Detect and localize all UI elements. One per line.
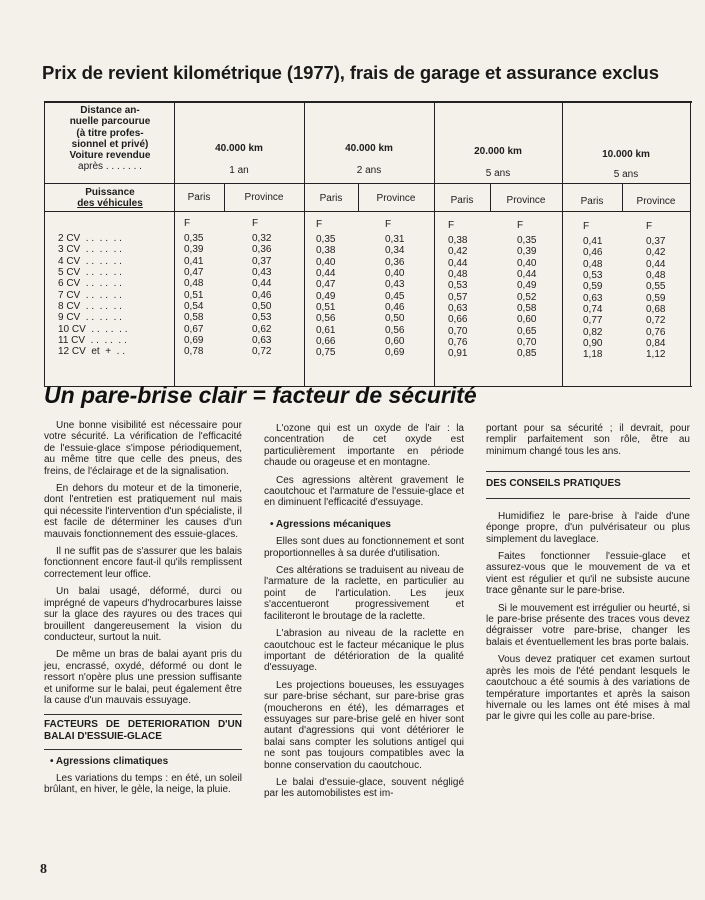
table-cell: 0,40 <box>385 268 405 280</box>
value-column <box>316 234 335 359</box>
table-rule <box>44 211 690 212</box>
table-cell: 0,63 <box>583 292 603 304</box>
paragraph: Faites fonctionner l'essuie-glace et assurez-vous que le mouvement de va et vient est régulier et qu'il ne subsiste aucune trace gênante sur le pare-brise. <box>486 551 690 597</box>
row-label: 5 CV . . . . . . <box>58 267 122 279</box>
section-rule <box>486 498 690 499</box>
table-cell: 0,44 <box>252 278 272 290</box>
bullet-heading: • Agressions mécaniques <box>270 518 391 530</box>
table-cell: 0,43 <box>252 267 272 279</box>
power-header: Puissance des véhicules <box>77 187 143 210</box>
row-label: 12 CV et + . . <box>58 346 125 358</box>
table-border-right <box>690 103 691 386</box>
table-cell: 0,59 <box>583 281 603 293</box>
value-column <box>583 236 602 361</box>
table-cell: 0,60 <box>517 314 537 326</box>
table-cell: 0,90 <box>583 338 603 350</box>
paragraph: portant pour sa sécurité ; il devrait, pour remplir parfaitement son rôle, être au minimum changé tous les ans. <box>486 423 690 457</box>
unit-label: F <box>448 220 455 231</box>
province-header: Province <box>244 192 284 203</box>
paragraph: Ces agressions altèrent gravement le caoutchouc et l'armature de l'essuie-glace et en diminuent l'efficacité d'essuyage. <box>264 474 464 509</box>
row-label: 4 CV . . . . . . <box>58 255 122 267</box>
unit-label: F <box>583 221 590 232</box>
table-cell: 0,36 <box>385 256 405 268</box>
section-rule <box>486 471 690 472</box>
value-column <box>252 233 271 358</box>
table-cell: 0,44 <box>646 258 666 270</box>
article-column-2 <box>264 423 464 806</box>
table-cell: 0,38 <box>448 235 468 246</box>
paragraph: Le balai d'essuie-glace, souvent négligé par les automobilistes est im- <box>264 776 464 800</box>
row-label: 7 CV . . . . . . <box>58 289 122 301</box>
table-cell: 0,74 <box>583 304 603 316</box>
table-cell: 0,58 <box>184 312 204 324</box>
table-cell: 0,70 <box>448 325 468 337</box>
value-column <box>517 235 536 360</box>
table-cell: 0,48 <box>184 278 204 290</box>
table-cell: 0,53 <box>583 270 603 282</box>
table-cell: 0,53 <box>448 280 468 292</box>
unit-label: F <box>252 218 259 229</box>
table-cell: 0,65 <box>517 325 537 337</box>
row-label: 8 CV . . . . . . <box>58 301 122 313</box>
table-cell: 0,57 <box>448 291 468 303</box>
paris-header: Paris <box>187 192 211 203</box>
table-cell: 0,60 <box>385 336 405 348</box>
group-period: 5 ans <box>613 169 639 180</box>
table-cell: 0,47 <box>316 279 336 291</box>
table-cell: 0,46 <box>583 247 603 259</box>
unit-label: F <box>517 220 524 231</box>
paragraph: Les variations du temps : en été, un soleil brûlant, en hiver, le gèle, la neige, la pluie. <box>44 772 242 796</box>
paragraph: Humidifiez le pare-brise à l'aide d'une éponge propre, d'un pulvérisateur ou plus simplement du laveglace. <box>486 510 690 545</box>
table-cell: 0,53 <box>252 312 272 324</box>
table-cell: 0,49 <box>316 290 336 302</box>
table-cell: 0,50 <box>252 301 272 313</box>
table-cell: 0,50 <box>385 313 405 325</box>
row-labels <box>58 233 127 358</box>
table-cell: 0,35 <box>184 233 204 244</box>
paragraph: Les projections boueuses, les essuyages sur pare-brise séchant, sur pare-brise gras (moucherons en été), les démarrages et essuyages sur pare-brise gelé en hiver sont autant d'agressions qui vont détériorer le balai sans compter les solutions antigel qui ne sont pas toujours compatibles avec la bonne conservation du caoutchouc. <box>264 679 464 771</box>
province-header: Province <box>376 193 416 204</box>
table-cell: 0,58 <box>517 303 537 315</box>
table-border-left <box>44 103 45 386</box>
paris-header: Paris <box>319 193 343 204</box>
table-cell: 0,72 <box>646 315 666 327</box>
table-cell: 0,67 <box>184 323 204 335</box>
paragraph: De même un bras de balai ayant pris du jeu, encrassé, oxydé, déformé ou dont le ressort n'opère plus une pression suffisante et uniforme sur le balai, peut également être la cause d'un mauvais essuyage. <box>44 649 242 706</box>
section-rule <box>44 749 242 750</box>
table-divider <box>562 103 563 386</box>
paragraph: Ces altérations se traduisent au niveau de l'armature de la raclette, en particulier au point de l'articulation. Les jeux s'accentueront progressivement et faciliteront le broutage de la raclette. <box>264 565 464 622</box>
table-cell: 0,42 <box>448 246 468 258</box>
section-heading: FACTEURS DE DETERIORATION D'UN BALAI D'ESSUIE-GLACE <box>44 719 242 742</box>
paragraph: En dehors du moteur et de la timonerie, dont l'entretien est pratiquement nul mais qui nécessite l'intervention d'un spécialiste, il est facile de déterminer les causes d'un mauvais fonctionnement des essuie-glaces. <box>44 483 242 540</box>
paragraph: Une bonne visibilité est nécessaire pour votre sécurité. La vérification de l'efficacité de l'essuie-glace s'impose périodiquement, au même titre que celle des pneus, des freins, de l'éclairage et de la signalisation. <box>44 420 242 477</box>
value-column <box>646 236 665 361</box>
table-cell: 0,43 <box>385 279 405 291</box>
table-cell: 0,66 <box>316 336 336 348</box>
table-cell: 0,44 <box>316 268 336 280</box>
table-cell: 0,91 <box>448 348 468 360</box>
paragraph: Vous devez pratiquer cet examen surtout après les mois de l'été pendant lesquels le caoutchouc a été soumis à des variations de température importantes et après la saison hivernale ou les lames ont été mises à mal par le givre qui les colle au pare-brise. <box>486 654 690 723</box>
table-cell: 0,39 <box>517 246 537 258</box>
group-period: 5 ans <box>485 168 511 179</box>
paragraph: L'abrasion au niveau de la raclette en caoutchouc est le facteur mécanique le plus important de détérioration de la qualité d'essuyage. <box>264 628 464 674</box>
province-header: Province <box>506 195 546 206</box>
group-distance: 20.000 km <box>474 146 522 157</box>
table-cell: 0,42 <box>646 247 666 259</box>
table-cell: 0,34 <box>385 245 405 257</box>
table-cell: 0,82 <box>583 326 603 338</box>
section-rule <box>44 714 242 715</box>
table-cell: 0,76 <box>448 337 468 349</box>
table-cell: 0,31 <box>385 234 405 245</box>
page-number: 8 <box>40 862 47 877</box>
paragraph: Il ne suffit pas de s'assurer que les balais fonctionnent encore faut-il qu'ils remplissent correctement leur office. <box>44 546 242 580</box>
paragraph: Un balai usagé, déformé, durci ou imprégné de vapeurs d'hydrocarbures laisse sur la glace des rayures ou des traces qui brouillent dangereusement la vision du conducteur, surtout la nuit. <box>44 586 242 643</box>
table-cell: 0,35 <box>316 234 336 245</box>
table-cell: 0,40 <box>316 256 336 268</box>
group-period: 2 ans <box>356 165 382 176</box>
row-label: 6 CV . . . . . . <box>58 278 122 290</box>
table-cell: 0,49 <box>517 280 537 292</box>
table-cell: 0,46 <box>252 289 272 301</box>
table-cell: 0,70 <box>517 337 537 349</box>
table-cell: 0,59 <box>646 292 666 304</box>
table-cell: 0,56 <box>385 324 405 336</box>
row-label: 11 CV . . . . . . <box>58 335 127 347</box>
table-cell: 0,46 <box>385 302 405 314</box>
row-label: 2 CV . . . . . . <box>58 233 122 244</box>
group-distance: 10.000 km <box>602 149 650 160</box>
table-cell: 0,69 <box>184 335 204 347</box>
unit-label: F <box>316 219 323 230</box>
table-cell: 0,77 <box>583 315 603 327</box>
group-distance: 40.000 km <box>215 143 263 154</box>
table-cell: 0,47 <box>184 267 204 279</box>
row-label: 10 CV . . . . . . <box>58 323 128 335</box>
table-cell: 0,63 <box>252 335 272 347</box>
table-cell: 0,85 <box>517 348 537 360</box>
table-cell: 0,44 <box>517 269 537 281</box>
table-cell: 0,63 <box>448 303 468 315</box>
distance-header: Distance an- nuelle parcourue (à titre profes- sionnel et privé) Voiture revendue après . . . . . . . <box>69 105 151 173</box>
table-cell: 0,54 <box>184 301 204 313</box>
table-cell: 0,40 <box>517 257 537 269</box>
table-cell: 0,38 <box>316 245 336 257</box>
table-cell: 0,51 <box>316 302 336 314</box>
table-cell: 0,48 <box>448 269 468 281</box>
group-distance: 40.000 km <box>345 143 393 154</box>
table-cell: 0,41 <box>184 255 204 267</box>
bullet-heading: • Agressions climatiques <box>50 755 169 767</box>
table-cell: 0,41 <box>583 236 603 247</box>
table-cell: 0,68 <box>646 304 666 316</box>
table-rule <box>44 183 690 184</box>
paris-header: Paris <box>580 196 604 207</box>
table-cell: 0,55 <box>646 281 666 293</box>
row-label: 9 CV . . . . . . <box>58 312 122 324</box>
table-cell: 0,36 <box>252 244 272 256</box>
table-cell: 1,12 <box>646 349 666 361</box>
table-cell: 0,48 <box>583 258 603 270</box>
table-cell: 0,69 <box>385 347 405 359</box>
table-cell: 0,44 <box>448 257 468 269</box>
table-cell: 0,35 <box>517 235 537 246</box>
table-cell: 0,39 <box>184 244 204 256</box>
paragraph: Si le mouvement est irrégulier ou heurté, si le pare-brise présente des traces vous devez dégraisser votre pare-brise, changer les balais et éventuellement les bras porte balais. <box>486 602 690 648</box>
article-column-3 <box>486 423 690 729</box>
table-cell: 0,61 <box>316 324 336 336</box>
table-cell: 0,32 <box>252 233 272 244</box>
paragraph: Elles sont dues au fonctionnement et sont proportionnelles à sa durée d'utilisation. <box>264 536 464 559</box>
value-column <box>184 233 203 358</box>
table-cell: 0,78 <box>184 346 204 358</box>
page-title: Prix de revient kilométrique (1977), frais de garage et assurance exclus <box>42 62 659 83</box>
table-cell: 0,37 <box>252 255 272 267</box>
table-cell: 0,45 <box>385 290 405 302</box>
table-cell: 0,52 <box>517 291 537 303</box>
section-heading: DES CONSEILS PRATIQUES <box>486 478 621 490</box>
article-title: Un pare-brise clair = facteur de sécurité <box>44 382 477 408</box>
table-cell: 0,66 <box>448 314 468 326</box>
value-column <box>385 234 404 359</box>
unit-label: F <box>646 221 653 232</box>
table-cell: 0,51 <box>184 289 204 301</box>
unit-label: F <box>385 219 392 230</box>
cost-table <box>44 101 692 387</box>
province-header: Province <box>636 196 676 207</box>
paris-header: Paris <box>450 195 474 206</box>
table-cell: 0,48 <box>646 270 666 282</box>
value-column <box>448 235 467 360</box>
table-cell: 0,72 <box>252 346 272 358</box>
row-label: 3 CV . . . . . . <box>58 244 122 256</box>
unit-label: F <box>184 218 191 229</box>
article-column-1 <box>44 420 242 802</box>
table-cell: 1,18 <box>583 349 603 361</box>
table-cell: 0,76 <box>646 326 666 338</box>
table-cell: 0,56 <box>316 313 336 325</box>
group-period: 1 an <box>229 165 249 176</box>
table-cell: 0,37 <box>646 236 666 247</box>
table-cell: 0,75 <box>316 347 336 359</box>
table-cell: 0,84 <box>646 338 666 350</box>
paragraph: L'ozone qui est un oxyde de l'air : la concentration de cet oxyde est particulièrement importante en période chaude ou orageuse et en montagne. <box>264 423 464 469</box>
table-cell: 0,62 <box>252 323 272 335</box>
